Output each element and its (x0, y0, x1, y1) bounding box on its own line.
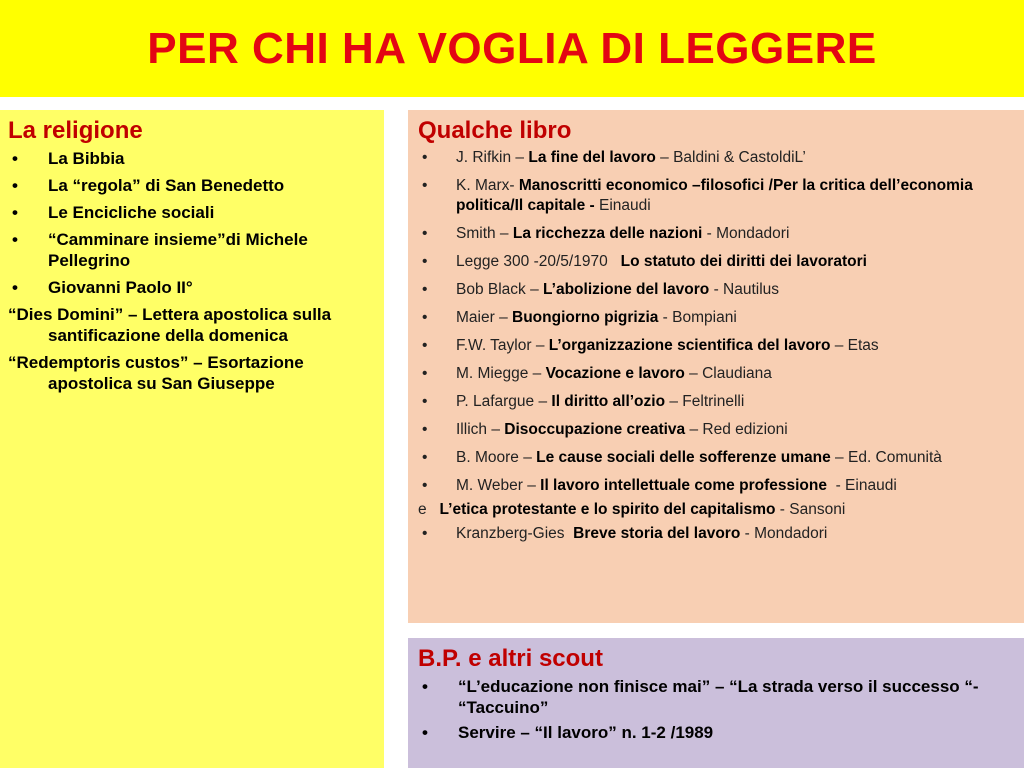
bullet-icon: • (422, 225, 428, 242)
book-publisher: - Bompiani (658, 309, 737, 326)
book-publisher: – Baldini & CastoldiL’ (655, 149, 806, 166)
item-text: “Camminare insieme”di Michele Pellegrino (48, 230, 308, 270)
bullet-icon: • (422, 253, 428, 270)
book-title: La ricchezza delle nazioni (512, 225, 703, 242)
book-item (418, 392, 1014, 412)
book-author: Maier – (456, 309, 512, 326)
scout-heading: B.P. e altri scout (418, 645, 603, 672)
book-title: L’organizzazione scientifica del lavoro (548, 337, 831, 354)
bullet-icon: • (422, 177, 428, 194)
book-title: Lo statuto dei diritti dei lavoratori (620, 253, 867, 270)
list-item (8, 352, 376, 394)
book-title: La fine del lavoro (528, 149, 656, 166)
book-title: Buongiorno pigrizia (512, 309, 659, 326)
book-author: M. Miegge – (456, 365, 546, 382)
book-item (418, 364, 1014, 384)
bullet-icon: • (422, 337, 428, 354)
book-item (418, 524, 1014, 544)
book-publisher: - Nautilus (709, 281, 780, 298)
bullet-icon: • (422, 477, 428, 494)
item-text: Le Encicliche sociali (48, 203, 215, 222)
libri-panel (408, 110, 1024, 623)
bullet-icon: • (12, 203, 18, 222)
book-item (418, 476, 1014, 496)
book-item (418, 148, 1014, 168)
book-title: Le cause sociali delle sofferenze umane (536, 449, 831, 466)
scout-panel (408, 638, 1024, 768)
book-item (418, 224, 1014, 244)
religione-panel (0, 110, 384, 768)
bullet-icon: • (422, 723, 428, 742)
item-text: “Redemptoris custos” – Esortazione apostolica su San Giuseppe (8, 353, 304, 393)
book-author: Kranzberg-Gies (456, 525, 574, 542)
book-author: P. Lafargue – (456, 393, 552, 410)
bullet-icon: • (422, 677, 428, 696)
list-item (418, 722, 1014, 743)
list-item (8, 202, 376, 223)
book-author: K. Marx- (456, 177, 519, 194)
bullet-icon: • (12, 230, 18, 249)
book-author: F.W. Taylor – (456, 337, 549, 354)
book-author: Bob Black – (456, 281, 544, 298)
bullet-icon: • (12, 149, 18, 168)
bullet-icon: • (12, 176, 18, 195)
bullet-icon: • (422, 449, 428, 466)
book-publisher: – Ed. Comunità (830, 449, 942, 466)
item-text: La “regola” di San Benedetto (48, 176, 285, 195)
book-publisher: – Claudiana (684, 365, 772, 382)
book-publisher: - Einaudi (826, 477, 897, 494)
list-item (8, 304, 376, 346)
book-publisher: – Feltrinelli (665, 393, 745, 410)
bullet-icon: • (12, 278, 18, 297)
scout-list (418, 676, 1014, 743)
item-text: “L’educazione non finisce mai” – “La strada verso il successo “- “Taccuino” (458, 677, 979, 717)
book-item (418, 420, 1014, 440)
book-title: L’etica protestante e lo spirito del capitalismo (439, 501, 776, 518)
book-item (418, 176, 1014, 216)
item-text: Servire – “Il lavoro” n. 1-2 /1989 (458, 723, 714, 742)
book-title: Il lavoro intellettuale come professione (540, 477, 827, 494)
book-publisher: Einaudi (598, 197, 651, 214)
book-author: B. Moore – (456, 449, 537, 466)
book-author: Illich – (456, 421, 505, 438)
book-title: Il diritto all’ozio (551, 393, 666, 410)
book-title: Manoscritti economico –filosofici /Per la critica dell’economia politica/Il capitale - (456, 177, 973, 214)
bullet-icon: • (422, 309, 428, 326)
page-title: PER CHI HA VOGLIA DI LEGGERE (147, 23, 877, 73)
book-publisher: - Sansoni (775, 501, 846, 518)
book-publisher: - Mondadori (702, 225, 790, 242)
item-text: La Bibbia (48, 149, 125, 168)
bullet-icon: • (422, 393, 428, 410)
item-text: “Dies Domini” – Lettera apostolica sulla santificazione della domenica (8, 305, 332, 345)
bullet-icon: • (422, 281, 428, 298)
bullet-icon: • (422, 525, 428, 542)
book-item (418, 500, 1014, 520)
list-item (8, 148, 376, 169)
book-author: M. Weber – (456, 477, 541, 494)
book-author: Legge 300 -20/5/1970 (456, 253, 621, 270)
book-author: e (418, 501, 440, 518)
book-title: Disoccupazione creativa (504, 421, 686, 438)
book-title: Breve storia del lavoro (573, 525, 741, 542)
book-title: L’abolizione del lavoro (543, 281, 710, 298)
book-publisher: – Etas (830, 337, 879, 354)
book-publisher: – Red edizioni (685, 421, 788, 438)
bullet-icon: • (422, 149, 428, 166)
book-author: Smith – (456, 225, 513, 242)
religione-heading: La religione (8, 117, 143, 144)
book-item (418, 448, 1014, 468)
bullet-icon: • (422, 421, 428, 438)
book-publisher: - Mondadori (740, 525, 828, 542)
list-item (8, 277, 376, 298)
book-title: Vocazione e lavoro (545, 365, 685, 382)
religione-list (8, 148, 376, 394)
title-bar (0, 0, 1024, 97)
bullet-icon: • (422, 365, 428, 382)
book-author: J. Rifkin – (456, 149, 529, 166)
list-item (8, 229, 376, 271)
libri-list (418, 148, 1014, 544)
book-item (418, 280, 1014, 300)
list-item (8, 175, 376, 196)
book-item (418, 252, 1014, 272)
item-text: Giovanni Paolo II° (48, 278, 193, 297)
list-item (418, 676, 1014, 718)
libri-heading: Qualche libro (418, 117, 572, 144)
book-item (418, 336, 1014, 356)
book-item (418, 308, 1014, 328)
